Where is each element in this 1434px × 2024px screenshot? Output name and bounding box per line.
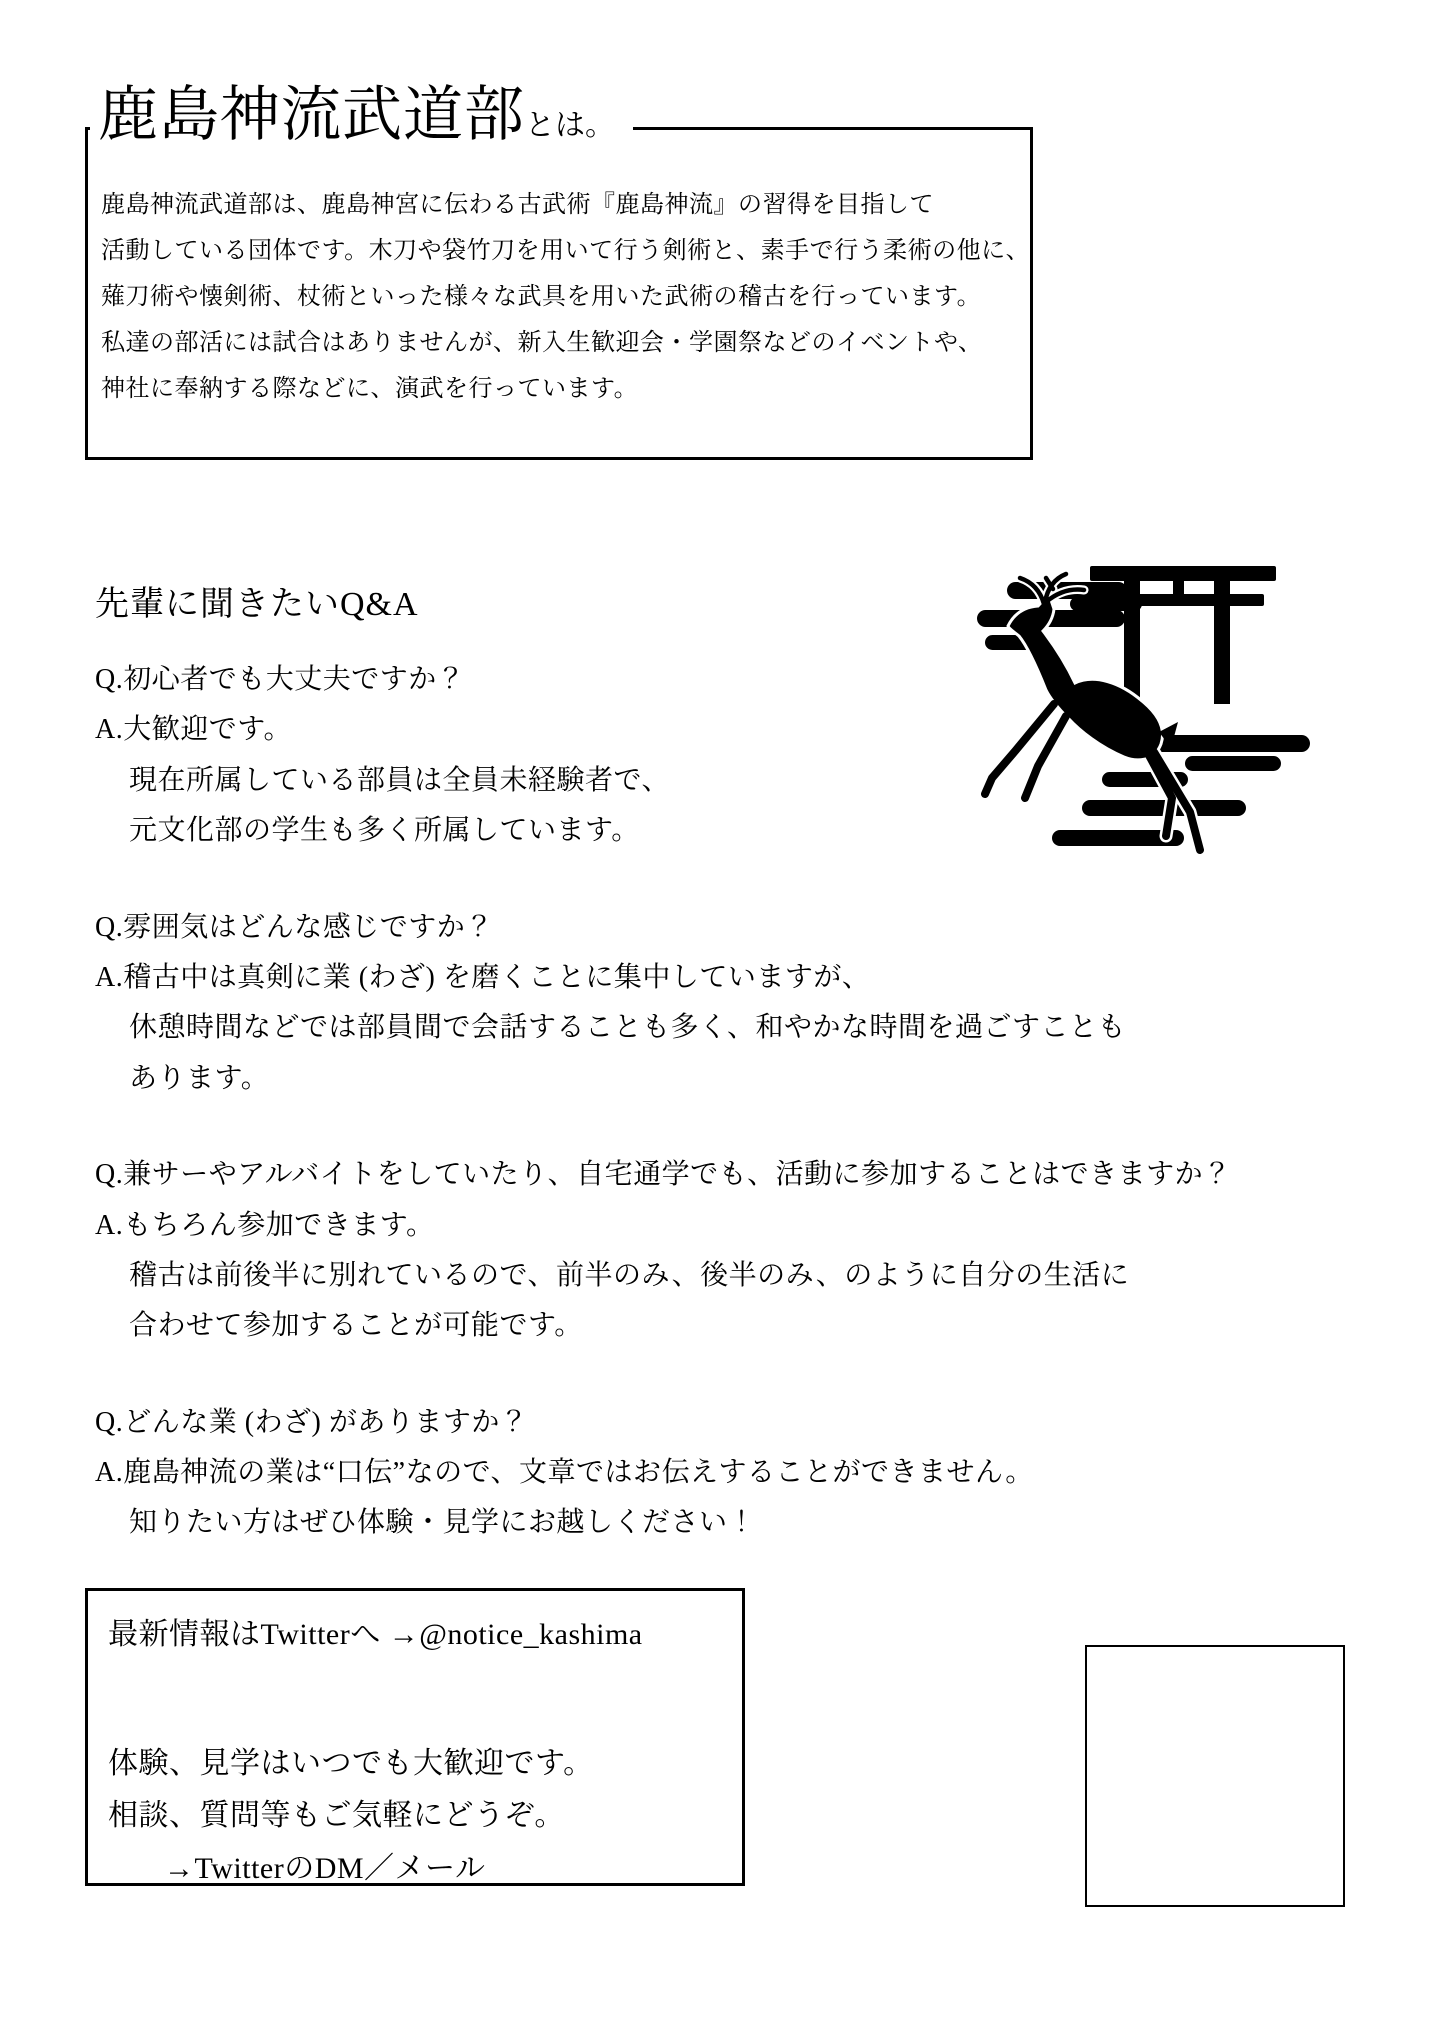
contact-box (85, 1588, 745, 1886)
qr-placeholder-box (1085, 1645, 1345, 1907)
qa-item (95, 1150, 1395, 1352)
qa-answer-line: A.稽古中は真剣に業 (わざ) を磨くことに集中していますが、 (95, 961, 871, 993)
qa-answer-line: 稽古は前後半に別れているので、前半のみ、後半のみ、のように自分の生活に (129, 1259, 1130, 1291)
qa-question: Q.雰囲気はどんな感じですか？ (95, 911, 494, 943)
qa-item (95, 1398, 1395, 1549)
contact-line: 体験、見学はいつでも大歓迎です。 (108, 1746, 594, 1780)
about-description (101, 182, 1030, 412)
qa-answer-line: A.鹿島神流の業は“口伝”なので、文章ではお伝えすることができません。 (95, 1457, 1034, 1489)
about-line: 私達の部活には試合はありませんが、新入生歓迎会・学園祭などのイベントや、 (101, 330, 983, 357)
qa-question: Q.初心者でも大丈夫ですか？ (95, 664, 466, 695)
qa-answer-line: 合わせて参加することが可能です。 (129, 1310, 583, 1342)
club-name: 鹿島神流武道部 (98, 82, 525, 148)
contact-line: 相談、質問等もご気軽にどうぞ。 (108, 1799, 565, 1832)
qa-question: Q.兼サーやアルバイトをしていたり、自宅通学でも、活動に参加することはできますか？ (95, 1159, 1232, 1191)
qa-section (95, 576, 1395, 1595)
about-line: 薙刀術や懐剣術、杖術といった様々な武具を用いた武術の稽古を行っています。 (101, 284, 982, 311)
qa-answer-line: A.大歓迎です。 (95, 714, 292, 746)
twitter-handle-line: 最新情報はTwitterへ →@notice_kashima (108, 1618, 643, 1651)
about-line: 活動している団体です。木刀や袋竹刀を用いて行う剣術と、素手で行う柔術の他に、 (101, 238, 1031, 265)
qa-answer-line: あります。 (129, 1062, 270, 1094)
qa-answer-line: 休憩時間などでは部員間で会話することも多く、和やかな時間を過ごすことも (129, 1012, 1126, 1044)
about-line: 鹿島神流武道部は、鹿島神宮に伝わる古武術『鹿島神流』の習得を目指して (101, 192, 934, 218)
qa-item (95, 655, 715, 857)
qa-heading: 先輩に聞きたいQ&A (95, 586, 419, 623)
contact-method-line: →TwitterのDM／メール (164, 1851, 486, 1885)
title-suffix: とは。 (525, 109, 615, 142)
about-section-box (85, 82, 1033, 460)
qa-answer-line: 知りたい方はぜひ体験・見学にお越しください！ (129, 1507, 757, 1539)
qa-answer-line: 元文化部の学生も多く所属しています。 (129, 815, 640, 847)
qa-answer-line: A.もちろん参加できます。 (95, 1209, 435, 1241)
qa-answer-line: 現在所属している部員は全員未経験者で、 (129, 764, 670, 796)
page-title (90, 78, 633, 150)
qa-item (95, 903, 1395, 1105)
qa-question: Q.どんな業 (わざ) がありますか？ (95, 1406, 529, 1438)
about-line: 神社に奉納する際などに、演武を行っています。 (101, 376, 639, 403)
